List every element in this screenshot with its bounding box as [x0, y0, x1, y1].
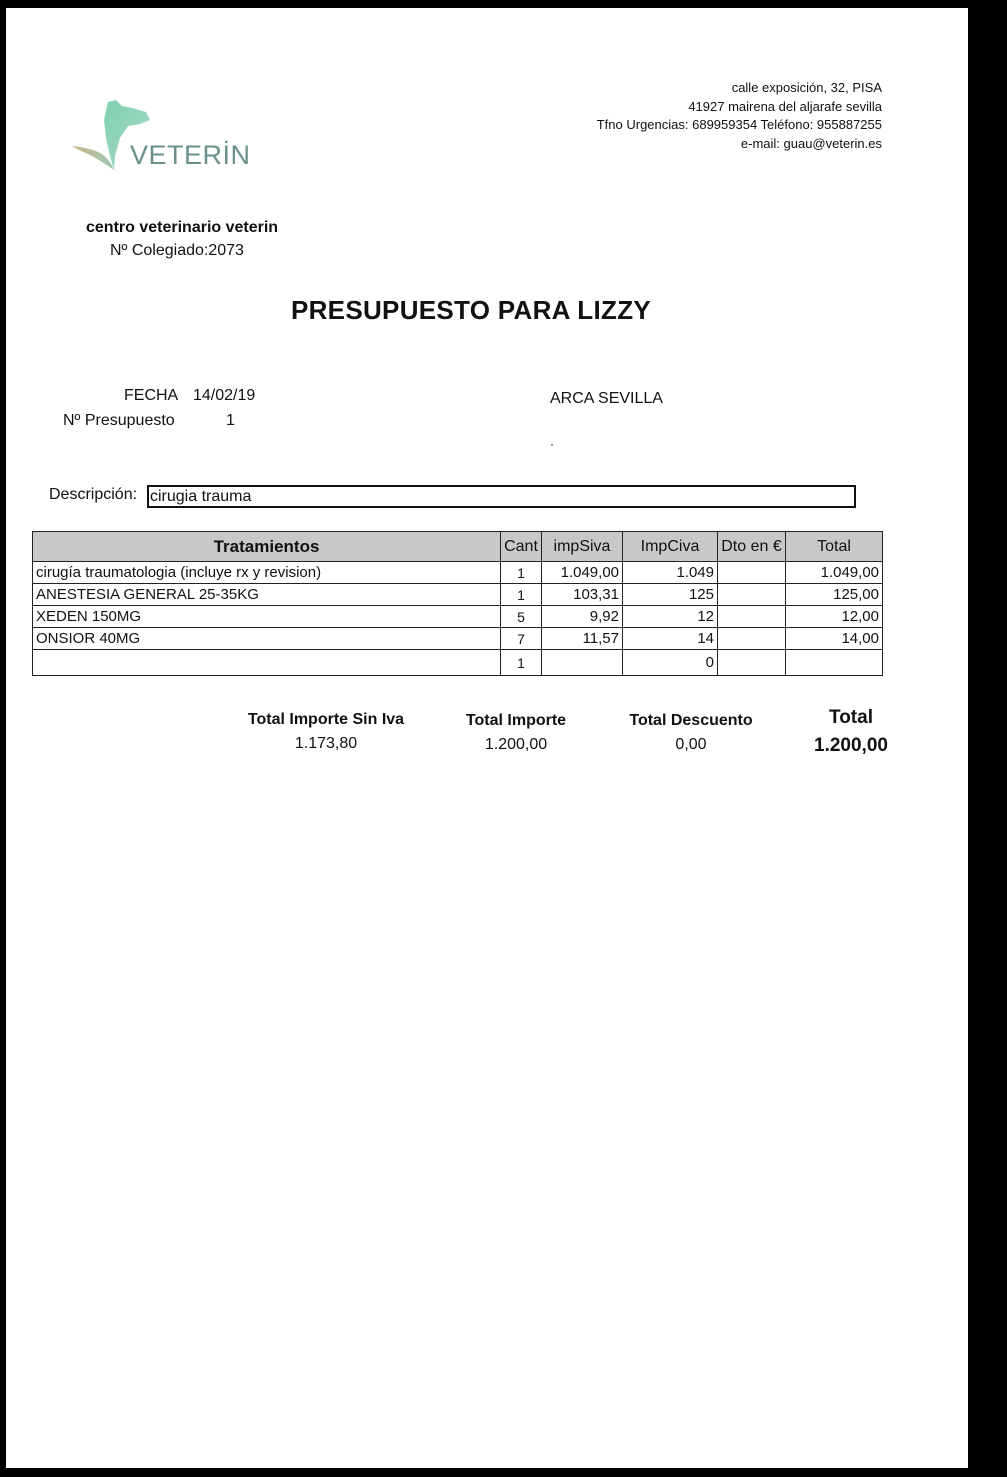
grand-total: [796, 707, 906, 757]
fecha-value: 14/02/19: [193, 387, 256, 404]
total-descuento: [606, 712, 776, 754]
divider-dot: [551, 444, 553, 446]
col-header-total: Total: [786, 532, 883, 562]
grand-total-label: Total: [829, 707, 873, 728]
cell-impciva: 14: [623, 628, 718, 650]
cell-impsiva: 1.049,00: [542, 562, 623, 584]
table-row: [33, 584, 883, 606]
cell-impsiva: [542, 650, 623, 676]
presupuesto-number-value: 1: [226, 412, 235, 429]
col-header-dto: Dto en €: [718, 532, 786, 562]
table-row: [33, 606, 883, 628]
phone-line: Tfno Urgencias: 689959354 Teléfono: 955887255: [596, 117, 882, 132]
cell-impsiva: 103,31: [542, 584, 623, 606]
document-title: PRESUPUESTO PARA LIZZY: [290, 295, 652, 325]
clinic-address: [462, 79, 882, 153]
cell-dto: [718, 628, 786, 650]
cell-dto: [718, 584, 786, 606]
total-importe-label: Total Importe: [465, 712, 567, 729]
address-line: 41927 mairena del aljarafe sevilla: [688, 98, 882, 114]
col-header-impciva: ImpCiva: [623, 532, 718, 562]
presupuesto-number-label: Nº Presupuesto: [63, 412, 175, 429]
veterin-logo: [70, 98, 270, 188]
cell-impciva: 0: [623, 650, 718, 676]
cell-total: 1.049,00: [786, 562, 883, 584]
total-descuento-value: 0,00: [675, 736, 707, 753]
cell-treatment: cirugía traumatologia (incluye rx y revision): [33, 562, 501, 584]
cell-cant: 5: [501, 606, 542, 628]
col-header-tratamientos: Tratamientos: [33, 532, 501, 562]
cell-impsiva: 9,92: [542, 606, 623, 628]
description-field: cirugia trauma: [147, 485, 856, 508]
treatments-table: [32, 531, 883, 676]
cell-impciva: 12: [623, 606, 718, 628]
cell-total: [786, 650, 883, 676]
col-header-impsiva: impSiva: [542, 532, 623, 562]
cell-impciva: 1.049: [623, 562, 718, 584]
total-sin-iva-value: 1.173,80: [294, 735, 358, 752]
address-line: calle exposición, 32, PISA: [731, 80, 882, 95]
cell-treatment: [33, 650, 501, 676]
cell-cant: 1: [501, 650, 542, 676]
col-header-cant: Cant: [501, 532, 542, 562]
cell-treatment: ONSIOR 40MG: [33, 628, 501, 650]
table-row: [33, 628, 883, 650]
colegiado-number: Nº Colegiado:2073: [110, 242, 244, 259]
cell-cant: 1: [501, 584, 542, 606]
total-sin-iva: [226, 711, 426, 753]
client-name: ARCA SEVILLA: [550, 390, 663, 407]
table-row: [33, 562, 883, 584]
logo-text: VETERİN: [130, 140, 251, 170]
fecha-label: FECHA: [124, 387, 179, 404]
cell-dto: [718, 650, 786, 676]
description-label: Descripción:: [49, 486, 138, 503]
cell-treatment: ANESTESIA GENERAL 25-35KG: [33, 584, 501, 606]
total-descuento-label: Total Descuento: [629, 712, 753, 729]
grand-total-value: 1.200,00: [814, 735, 888, 756]
cell-total: 125,00: [786, 584, 883, 606]
cell-total: 14,00: [786, 628, 883, 650]
center-name: centro veterinario veterin: [86, 219, 279, 236]
document-page: [6, 8, 968, 1468]
cell-dto: [718, 562, 786, 584]
total-importe: [446, 712, 586, 754]
email-line: e-mail: guau@veterin.es: [740, 135, 882, 151]
cell-cant: 7: [501, 628, 542, 650]
cell-total: 12,00: [786, 606, 883, 628]
cell-impsiva: 11,57: [542, 628, 623, 650]
cell-impciva: 125: [623, 584, 718, 606]
total-importe-value: 1.200,00: [484, 736, 548, 753]
total-sin-iva-label: Total Importe Sin Iva: [247, 711, 405, 728]
table-header-row: [33, 532, 883, 562]
cell-dto: [718, 606, 786, 628]
table-row: [33, 650, 883, 676]
cell-cant: 1: [501, 562, 542, 584]
cell-treatment: XEDEN 150MG: [33, 606, 501, 628]
